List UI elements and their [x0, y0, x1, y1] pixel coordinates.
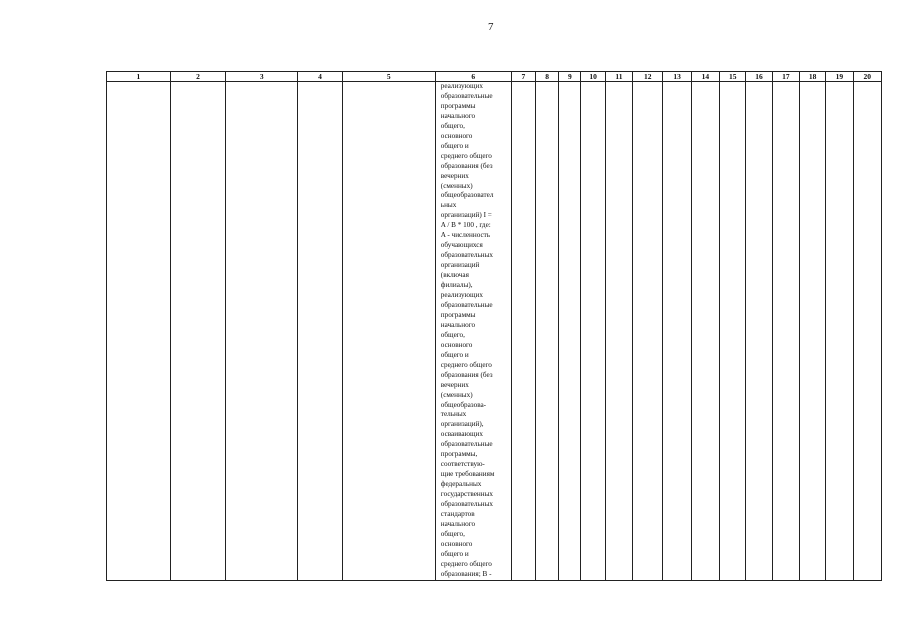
- column-header: 8: [535, 72, 558, 82]
- column-header: 15: [720, 72, 746, 82]
- page-number: 7: [488, 21, 494, 33]
- column-header: 13: [663, 72, 691, 82]
- column-header: 12: [633, 72, 663, 82]
- column-header: 3: [226, 72, 298, 82]
- column-header: 1: [107, 72, 171, 82]
- column-header: 4: [298, 72, 343, 82]
- column-header: 17: [772, 72, 799, 82]
- table-cell: [691, 82, 719, 581]
- column-header: 11: [605, 72, 632, 82]
- table-row: [107, 82, 882, 581]
- table-cell: [772, 82, 799, 581]
- table-cell: [746, 82, 772, 581]
- table-cell: [170, 82, 226, 581]
- column-header: 2: [170, 72, 226, 82]
- table-cell: [633, 82, 663, 581]
- indicator-formula-text: реализующих образовательные программы начального общего, основного общего и среднего общего образования (без вечерних (сменных) общеобразовател ьных организаций) I = A / B * 100 , где: A - численность обучающихся образовательных организаций (включая филиалы), реализующих образовательные программы начального общего, основного общего и среднего общего образования (без вечерних (сменных) общеобразова- тельных организаций), осваивающих образовательные программы, соответствую- щие требованиям федеральных государственных образовательных стандартов начального общего, основного общего и среднего общего образования; B -: [440, 82, 495, 578]
- column-header: 10: [581, 72, 605, 82]
- data-table: [106, 71, 882, 581]
- column-header: 5: [342, 72, 435, 82]
- table-cell: [511, 82, 535, 581]
- table-cell: [342, 82, 435, 581]
- table-cell: [298, 82, 343, 581]
- table-cell: [559, 82, 581, 581]
- table-cell: [535, 82, 558, 581]
- table-cell: [663, 82, 691, 581]
- table-cell: [605, 82, 632, 581]
- column-header: 20: [853, 72, 881, 82]
- table-cell: [799, 82, 825, 581]
- table-cell-indicator-text: [435, 82, 511, 581]
- column-header: 19: [826, 72, 853, 82]
- column-header: 18: [799, 72, 825, 82]
- table-cell: [581, 82, 605, 581]
- table-cell: [720, 82, 746, 581]
- header-row: [107, 72, 882, 82]
- table-cell: [826, 82, 853, 581]
- column-header: 7: [511, 72, 535, 82]
- table-cell: [853, 82, 881, 581]
- table-cell: [107, 82, 171, 581]
- column-header: 14: [691, 72, 719, 82]
- table-cell: [226, 82, 298, 581]
- column-header: 6: [435, 72, 511, 82]
- column-header: 9: [559, 72, 581, 82]
- column-header: 16: [746, 72, 772, 82]
